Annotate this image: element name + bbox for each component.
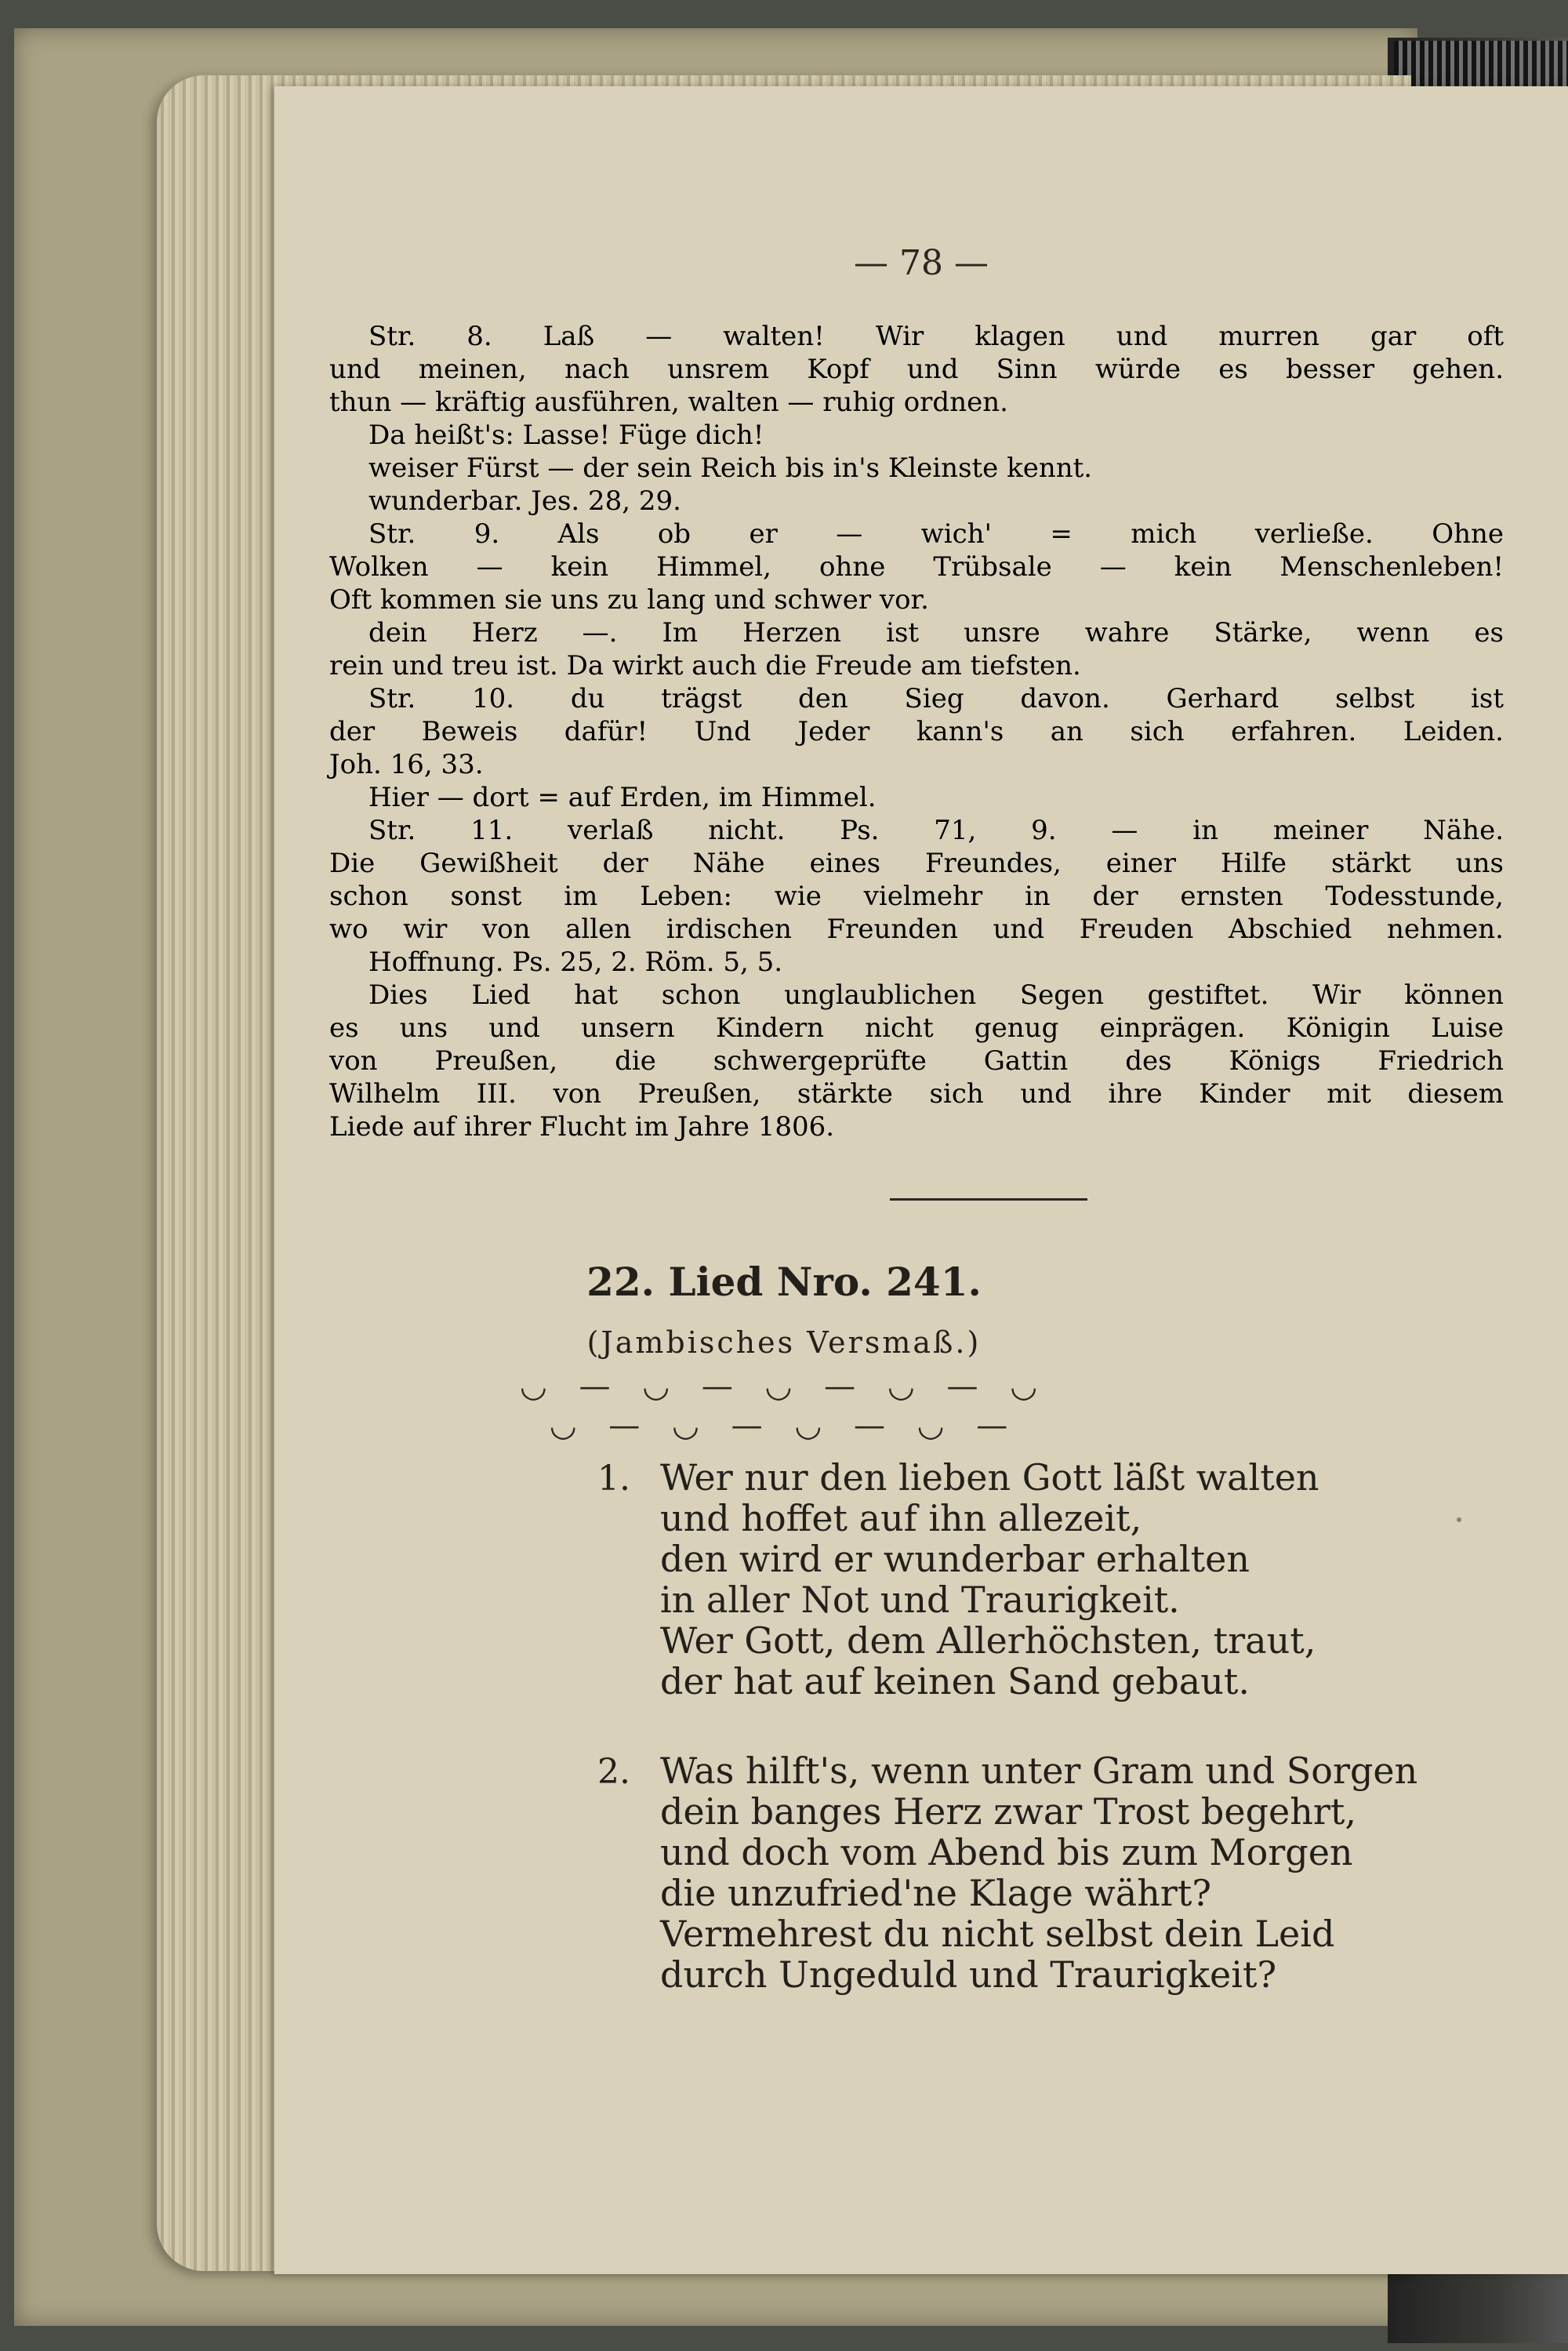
page-number: — 78 —	[854, 243, 989, 283]
verse-number: 2.	[597, 1752, 630, 1792]
note-line: Hoffnung. Ps. 25, 2. Röm. 5, 5.	[368, 947, 783, 978]
verse-line: Wer Gott, dem Allerhöchsten, traut,	[660, 1619, 1316, 1662]
note-line: Die Gewißheit der Nähe eines Freundes, einer Hilfe stärkt uns	[329, 848, 1504, 879]
note-line: Hier — dort = auf Erden, im Himmel.	[368, 782, 877, 813]
note-line: schon sonst im Leben: wie vielmehr in der ernsten Todesstunde,	[329, 881, 1504, 912]
note-line: thun — kräftig ausführen, walten — ruhig ordnen.	[329, 387, 1008, 418]
note-line: der Beweis dafür! Und Jeder kann's an sich erfahren. Leiden.	[329, 716, 1504, 747]
meter-pattern-1: ◡ — ◡ — ◡ — ◡ — ◡	[519, 1368, 1049, 1404]
note-line: Str. 11. verlaß nicht. Ps. 71, 9. — in meiner Nähe.	[368, 815, 1504, 846]
note-line: Liede auf ihrer Flucht im Jahre 1806.	[329, 1111, 835, 1143]
binding-label	[1394, 41, 1568, 89]
verse-number: 1.	[597, 1459, 630, 1499]
note-line: es uns und unsern Kindern nicht genug einprägen. Königin Luise	[329, 1012, 1504, 1044]
meter-label: (Jambisches Versmaß.)	[586, 1325, 982, 1360]
section-divider	[890, 1198, 1087, 1201]
note-line: Wilhelm III. von Preußen, stärkte sich und ihre Kinder mit diesem	[329, 1078, 1504, 1110]
verse-line: die unzufried'ne Klage währt?	[660, 1872, 1211, 1914]
verse-line: durch Ungeduld und Traurigkeit?	[660, 1953, 1277, 1996]
note-line: Str. 10. du trägst den Sieg davon. Gerhard selbst ist	[368, 683, 1504, 714]
verse-line: dein banges Herz zwar Trost begehrt,	[660, 1790, 1356, 1833]
note-line: und meinen, nach unsrem Kopf und Sinn würde es besser gehen.	[329, 354, 1504, 385]
note-line: wunderbar. Jes. 28, 29.	[368, 485, 681, 517]
note-line: Dies Lied hat schon unglaublichen Segen gestiftet. Wir können	[368, 979, 1504, 1011]
note-line: wo wir von allen irdischen Freunden und Freuden Abschied nehmen.	[329, 914, 1504, 945]
verse-line: Vermehrest du nicht selbst dein Leid	[660, 1913, 1335, 1955]
verse-line: in aller Not und Traurigkeit.	[660, 1579, 1180, 1621]
note-line: Da heißt's: Lasse! Füge dich!	[368, 420, 764, 451]
note-line: Wolken — kein Himmel, ohne Trübsale — kein Menschenleben!	[329, 551, 1504, 583]
song-title: 22. Lied Nro. 241.	[586, 1259, 982, 1305]
verse-line: und hoffet auf ihn allezeit,	[660, 1497, 1142, 1539]
verse-line: und doch vom Abend bis zum Morgen	[660, 1831, 1353, 1873]
verse-line: Was hilft's, wenn unter Gram und Sorgen	[660, 1750, 1418, 1792]
note-line: weiser Fürst — der sein Reich bis in's Kleinste kennt.	[368, 452, 1093, 484]
verse-line: der hat auf keinen Sand gebaut.	[660, 1660, 1250, 1702]
verse-line: den wird er wunderbar erhalten	[660, 1538, 1250, 1580]
note-line: rein und treu ist. Da wirkt auch die Freude am tiefsten.	[329, 650, 1081, 681]
note-line: Oft kommen sie uns zu lang und schwer vor.	[329, 584, 929, 616]
note-line: von Preußen, die schwergeprüfte Gattin des Königs Friedrich	[329, 1045, 1504, 1077]
note-line: Joh. 16, 33.	[329, 749, 484, 780]
note-line: Str. 8. Laß — walten! Wir klagen und murren gar oft	[368, 321, 1504, 352]
meter-pattern-2: ◡ — ◡ — ◡ — ◡ —	[549, 1408, 1019, 1444]
pencil-mark	[1457, 1517, 1461, 1522]
note-line: dein Herz —. Im Herzen ist unsre wahre Stärke, wenn es	[368, 617, 1504, 649]
verse-line: Wer nur den lieben Gott läßt walten	[660, 1456, 1319, 1499]
note-line: Str. 9. Als ob er — wich' = mich verließe. Ohne	[368, 518, 1504, 550]
